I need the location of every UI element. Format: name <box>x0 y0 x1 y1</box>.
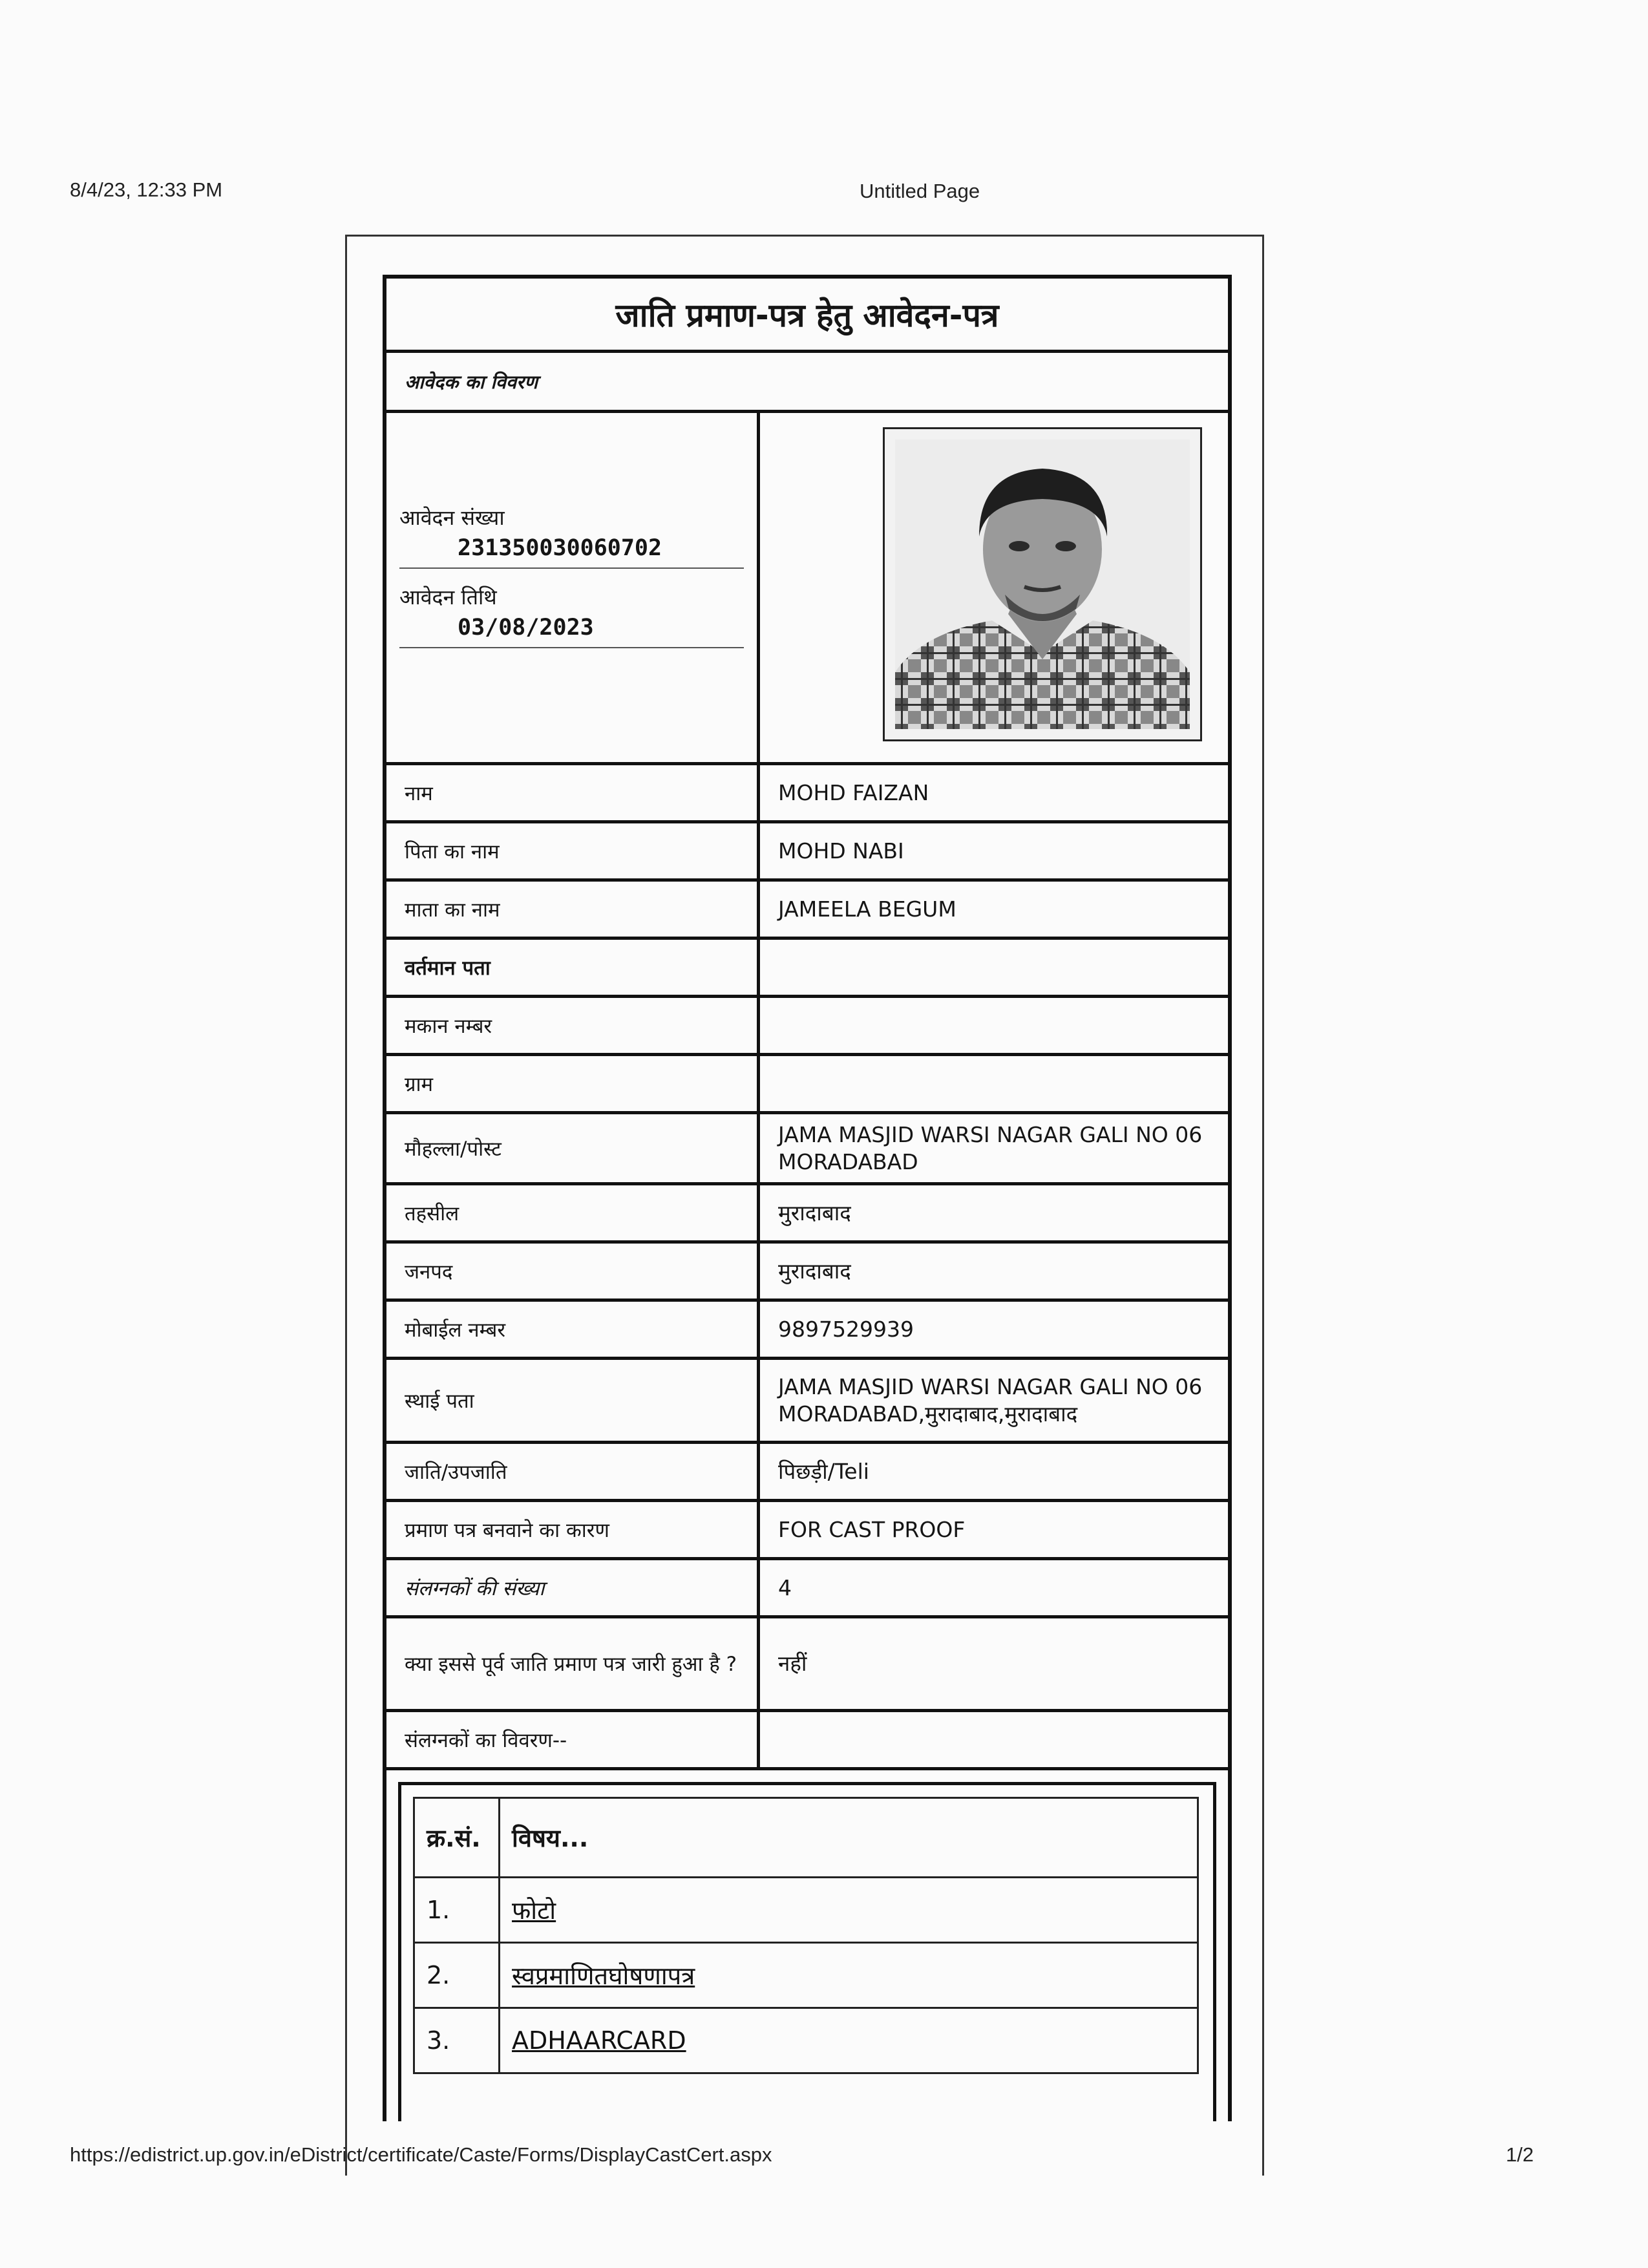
detail-value: मुरादाबाद <box>778 1200 851 1225</box>
detail-label: वर्तमान पता <box>386 940 760 995</box>
table-row <box>414 1878 1198 1943</box>
section-heading: आवेदक का विवरण <box>386 353 1228 413</box>
detail-row <box>386 1302 1228 1360</box>
print-url: https://edistrict.up.gov.in/eDistrict/certificate/Caste/Forms/DisplayCastCert.aspx <box>70 2143 772 2166</box>
subject-header: विषय... <box>500 1798 1198 1878</box>
serial-number: 3. <box>414 2008 500 2073</box>
detail-label: माता का नाम <box>386 882 760 937</box>
detail-row <box>386 1056 1228 1114</box>
detail-row <box>386 1360 1228 1444</box>
application-summary <box>386 413 1228 765</box>
application-form <box>383 275 1232 2121</box>
detail-value <box>760 940 1228 995</box>
detail-label: संलग्नकों की संख्या <box>386 1560 760 1615</box>
photo-cell <box>760 413 1228 762</box>
application-number-label: आवेदन संख्या <box>399 505 505 530</box>
detail-row <box>386 1114 1228 1185</box>
person-photo-icon <box>895 440 1190 729</box>
detail-row <box>386 765 1228 823</box>
attachment-cell <box>500 1878 1198 1943</box>
detail-label: जाति/उपजाति <box>386 1444 760 1499</box>
serial-number: 1. <box>414 1878 500 1943</box>
application-number: 231350030060702 <box>458 535 662 561</box>
attachment-link-aadhaar[interactable]: ADHAARCARD <box>512 2026 686 2055</box>
table-row <box>414 2008 1198 2073</box>
attachment-cell <box>500 1943 1198 2008</box>
detail-label: प्रमाण पत्र बनवाने का कारण <box>386 1502 760 1557</box>
attachment-link-declaration[interactable]: स्वप्रमाणितघोषणापत्र <box>512 1962 695 1990</box>
print-page-title: Untitled Page <box>860 180 980 202</box>
detail-value <box>760 1712 1228 1767</box>
detail-label: पिता का नाम <box>386 823 760 878</box>
applicant-photo <box>883 427 1202 741</box>
detail-value: 4 <box>778 1574 792 1600</box>
detail-value <box>760 998 1228 1053</box>
detail-value: FOR CAST PROOF <box>778 1516 966 1542</box>
detail-value: MOHD FAIZAN <box>778 779 929 805</box>
detail-value: JAMA MASJID WARSI NAGAR GALI NO 06 MORADABAD <box>778 1121 1203 1174</box>
detail-row <box>386 882 1228 940</box>
detail-value: पिछड़ी/Teli <box>778 1458 869 1484</box>
divider <box>399 647 744 648</box>
detail-label: तहसील <box>386 1185 760 1240</box>
detail-row <box>386 998 1228 1056</box>
applicant-details <box>386 765 1228 1770</box>
print-datetime: 8/4/23, 12:33 PM <box>70 178 223 201</box>
detail-value: 9897529939 <box>778 1316 914 1342</box>
detail-value: JAMA MASJID WARSI NAGAR GALI NO 06 MORADABAD,मुरादाबाद,मुरादाबाद <box>778 1373 1203 1426</box>
detail-value <box>760 1056 1228 1111</box>
detail-label: संलग्नकों का विवरण-- <box>386 1712 760 1767</box>
attachments-panel <box>398 1782 1216 2121</box>
divider <box>399 567 744 569</box>
detail-label: जनपद <box>386 1244 760 1298</box>
attachments-header-row <box>414 1798 1198 1878</box>
application-date-label: आवेदन तिथि <box>399 585 497 609</box>
detail-label: ग्राम <box>386 1056 760 1111</box>
serial-number: 2. <box>414 1943 500 2008</box>
detail-row <box>386 1560 1228 1618</box>
detail-label: मौहल्ला/पोस्ट <box>386 1114 760 1182</box>
application-info <box>386 413 760 762</box>
detail-value: नहीं <box>778 1651 807 1676</box>
attachments-table <box>413 1797 1199 2074</box>
detail-row <box>386 1444 1228 1502</box>
attachment-cell <box>500 2008 1198 2073</box>
detail-row <box>386 1244 1228 1302</box>
detail-label: स्थाई पता <box>386 1360 760 1441</box>
serial-header: क्र.सं. <box>414 1798 500 1878</box>
detail-row <box>386 1712 1228 1770</box>
table-row <box>414 1943 1198 2008</box>
application-date: 03/08/2023 <box>458 615 594 641</box>
detail-label: मकान नम्बर <box>386 998 760 1053</box>
detail-value: MOHD NABI <box>778 838 904 864</box>
detail-row <box>386 1185 1228 1244</box>
print-page-number: 1/2 <box>1506 2143 1534 2166</box>
detail-label: क्या इससे पूर्व जाति प्रमाण पत्र जारी हुआ है ? <box>386 1618 760 1709</box>
detail-label: नाम <box>386 765 760 820</box>
detail-row <box>386 1502 1228 1560</box>
detail-label: मोबाईल नम्बर <box>386 1302 760 1357</box>
attachment-link-photo[interactable]: फोटो <box>512 1896 556 1925</box>
form-title: जाति प्रमाण-पत्र हेतु आवेदन-पत्र <box>386 279 1228 353</box>
detail-row <box>386 823 1228 882</box>
detail-value: मुरादाबाद <box>778 1258 851 1284</box>
detail-value: JAMEELA BEGUM <box>778 896 956 922</box>
detail-row <box>386 1618 1228 1712</box>
detail-row <box>386 940 1228 998</box>
